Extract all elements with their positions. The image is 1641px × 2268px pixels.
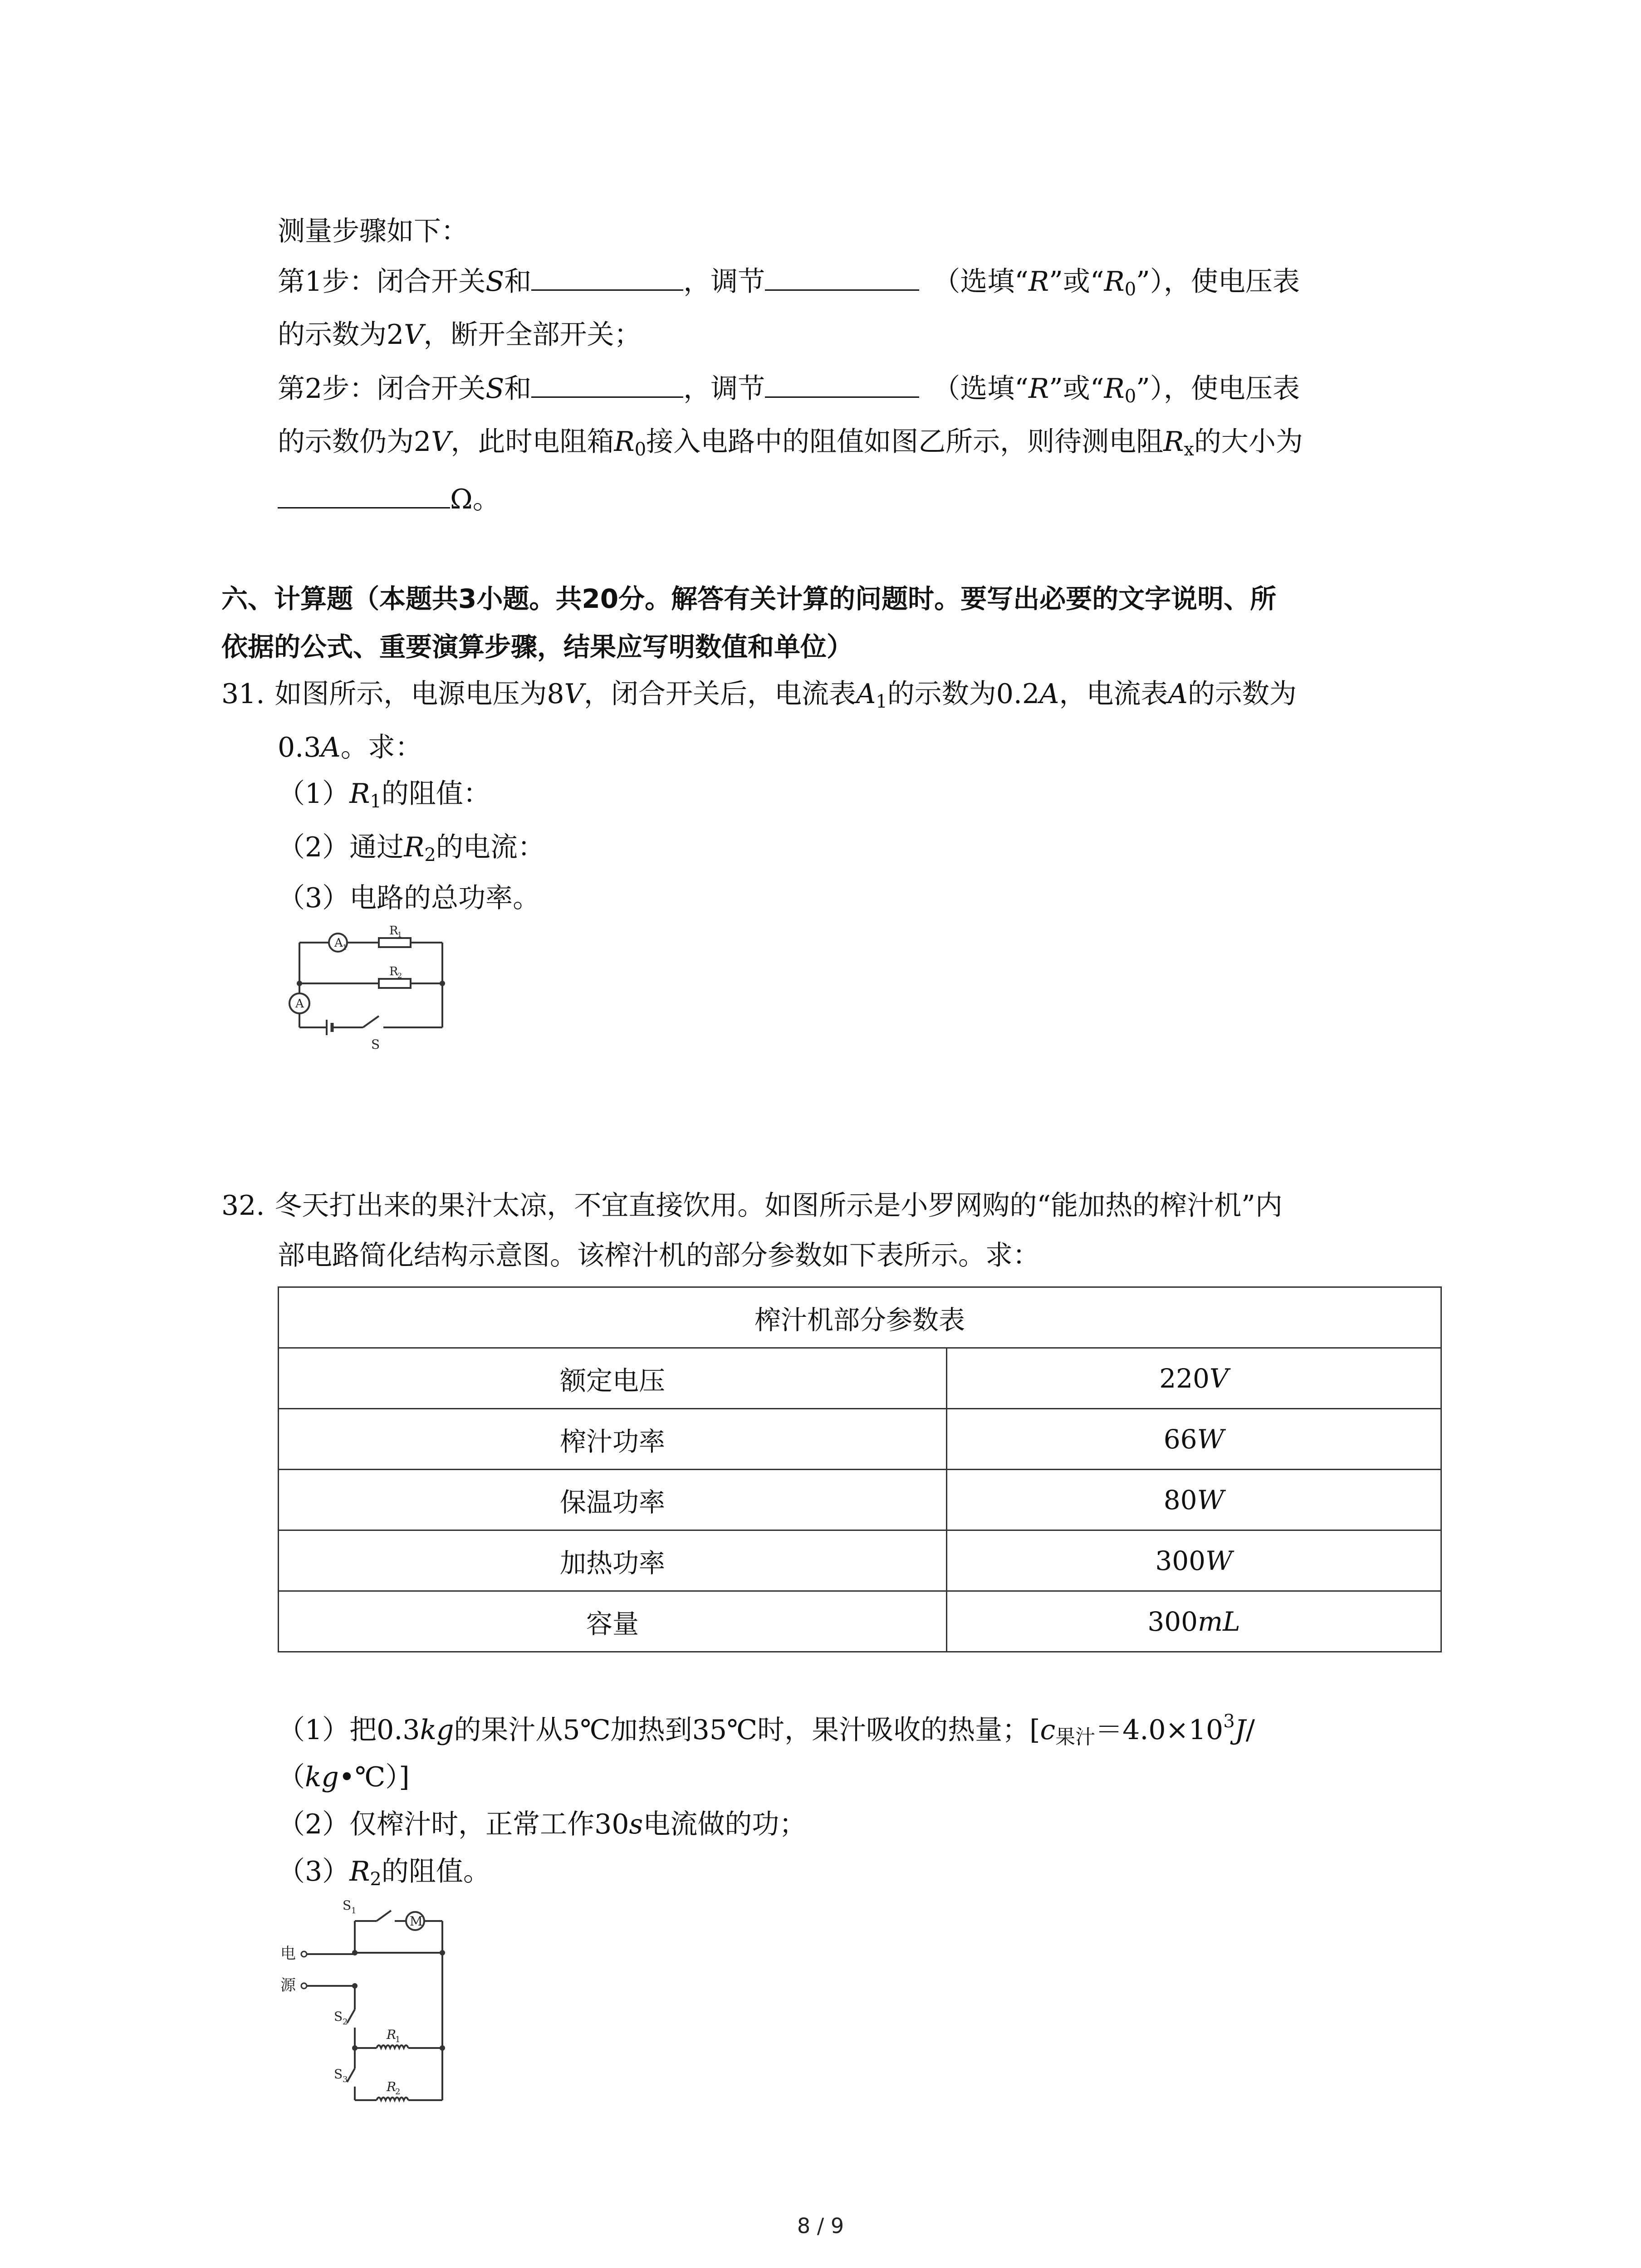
s3-label: S [334,2067,343,2082]
step1-text: ，调节 [683,266,765,298]
unit-v: V [431,426,451,458]
table-row [279,1470,1441,1530]
q31-text: 的电流： [436,831,545,863]
value-unit: W [1205,1545,1233,1576]
subscript: 2 [424,845,436,865]
superscript: 3 [1223,1711,1235,1732]
table-cell-value [947,1470,1441,1530]
q31-line2 [278,729,422,766]
value-number: 66 [1163,1423,1197,1455]
step2-text: ”），使电压表 [1136,373,1300,405]
page-number: 8 / 9 [797,2214,844,2238]
ammeter-a-label: A [295,997,304,1011]
q32-text: 的果汁从5℃加热到35℃时，果汁吸收的热量；[ [454,1714,1040,1746]
value-number: 220 [1159,1363,1210,1394]
value-unit: W [1197,1484,1225,1515]
step2-text: 第2步：闭合开关 [278,373,486,405]
parameter-table [278,1286,1442,1652]
part-label: （1）把0.3 [278,1714,420,1746]
q32-circuit-diagram [272,1892,463,2118]
table-cell-label: 容量 [279,1591,947,1652]
step2-line2 [278,424,1303,468]
answer-blank[interactable] [765,370,919,398]
answer-blank[interactable] [531,370,683,398]
step2-text: 和 [504,373,532,405]
q31-text: ，电流表 [1059,678,1168,710]
step2-text: （选填“ [933,373,1029,405]
q31-part1 [278,776,490,820]
unit-j: J [1234,1714,1246,1746]
subscript: x [1184,439,1194,460]
unit-v: V [404,319,424,351]
step2-text: 的示数仍为2 [278,426,431,458]
var-r: R [1028,266,1049,298]
table-row [279,1530,1441,1591]
step1-line2 [278,317,642,353]
subscript: 1 [343,943,348,952]
q32-part2 [278,1806,806,1843]
part-label: （1） [278,778,350,810]
step1-text: ”或“ [1049,266,1104,298]
var-rx: R [1163,426,1184,458]
steps-intro: 测量步骤如下： [278,215,468,247]
q32-part1-cont [278,1759,410,1795]
source-label: 源 [280,1976,296,1994]
q31-part3: （3）电路的总功率。 [278,882,540,914]
step1-line1 [278,263,1300,308]
step1-text: ”），使电压表 [1136,266,1300,298]
q32-text: ＝4.0×10 [1095,1714,1224,1746]
heating-coil-icon [377,2097,408,2100]
step1-text: 和 [504,266,532,298]
unit-s: s [629,1809,643,1840]
unit-a: A [1039,678,1059,710]
q32-part3 [278,1853,490,1897]
var-r0: R [1104,373,1125,405]
var-r: R [1028,373,1049,405]
part-label: （2）通过 [278,831,404,863]
answer-blank[interactable] [531,263,683,291]
step1-text: 的示数为2 [278,319,404,351]
value-number: 300 [1147,1606,1198,1637]
q31-line1 [221,676,1297,720]
table-cell-label: 榨汁功率 [279,1409,947,1470]
part-label: （3） [278,1856,350,1887]
q32-line2: 部电路简化结构示意图。该榨汁机的部分参数如下表所示。求： [278,1240,1040,1271]
step2-text: 接入电路中的阻值如图乙所示，则待测电阻 [646,426,1164,458]
value-unit: mL [1198,1606,1240,1637]
var-r0: R [1104,266,1125,298]
value-number: 300 [1155,1545,1206,1576]
q32-text: 电流做的功； [643,1809,807,1840]
value-unit: W [1197,1423,1225,1455]
subscript: 1 [370,791,382,812]
var-r2: R [404,831,425,863]
table-title: 榨汁机部分参数表 [279,1287,1441,1348]
section-title-cont: 依据的公式、重要演算步骤，结果应写明数值和单位） [221,631,853,662]
answer-blank[interactable] [765,263,919,291]
unit-a: A [321,732,341,763]
subscript: 2 [395,2087,401,2097]
unit-kg: kg [420,1714,454,1746]
table-row [279,1348,1441,1409]
answer-blank[interactable] [278,481,450,508]
step1-text: （选填“ [933,266,1029,298]
var-a: A [1168,678,1188,710]
step2-line1 [278,370,1300,415]
q31-text: 的示数为 [1187,678,1297,710]
table-cell-value [947,1409,1441,1470]
q32-text: （ [278,1761,305,1793]
var-c: c [1040,1714,1056,1746]
heating-coil-icon [377,2045,408,2048]
subscript: 2 [397,971,402,980]
step1-text: 第1步：闭合开关 [278,266,486,298]
part-label: （2）仅榨汁时，正常工作30 [278,1809,629,1840]
unit-kg: kg [305,1761,339,1793]
q31-circuit-diagram [272,921,463,1057]
subscript: 2 [343,2017,348,2027]
q31-text: 的阻值： [381,778,490,810]
subscript: 2 [370,1869,382,1890]
q32-part1 [278,1703,1255,1755]
table-row [279,1409,1441,1470]
step2-text: ，调节 [683,373,765,405]
table-cell-value [947,1530,1441,1591]
s2-label: S [334,2009,343,2024]
q31-text: 的示数为0.2 [887,678,1040,710]
r2-label: R [387,2079,397,2094]
table-row [279,1591,1441,1652]
question-number: 32. [221,1190,265,1222]
ammeter-a1-label: A [334,936,343,950]
subscript: 1 [397,930,402,939]
table-cell-label: 加热功率 [279,1530,947,1591]
q31-text: 如图所示，电源电压为8 [274,678,564,710]
value-unit: V [1209,1363,1229,1394]
r1-label: R [389,924,398,938]
question-number: 31. [221,678,265,710]
subscript: 0 [1124,386,1136,407]
subscript: 1 [351,1906,357,1916]
source-label: 电 [280,1945,296,1963]
subscript: 0 [1124,279,1136,300]
s1-label: S [343,1898,352,1913]
var-r2: R [349,1856,370,1887]
r2-label: R [389,965,398,978]
var-s: S [485,266,505,298]
q31-text: ，闭合开关后，电流表 [583,678,856,710]
step2-line3 [278,481,500,518]
q32-text: •℃）] [338,1761,410,1793]
switch-s-label: S [371,1037,380,1052]
step2-text: ，此时电阻箱 [451,426,614,458]
subscript: 果汁 [1055,1725,1096,1749]
var-r1: R [349,778,370,810]
ohm-unit: Ω。 [450,484,500,515]
motor-label: M [410,1914,423,1929]
step2-text: 的大小为 [1194,426,1303,458]
table-cell-value [947,1591,1441,1652]
table-cell-label: 保温功率 [279,1470,947,1530]
q31-text: 0.3 [278,732,321,763]
section-title: 六、计算题（本题共3小题。共20分。解答有关计算的问题时。要写出必要的文字说明、所 [221,583,1277,614]
table-cell-label: 额定电压 [279,1348,947,1409]
var-s: S [485,373,505,405]
subscript: 1 [395,2035,401,2044]
subscript: 0 [634,439,647,460]
q31-text: 。求： [340,732,422,763]
subscript: 3 [343,2075,348,2084]
subscript: 1 [876,691,887,712]
q32-text: / [1245,1714,1255,1746]
var-a1: A [856,678,876,710]
step1-text: ，断开全部开关； [423,319,642,351]
q32-text: 的阻值。 [381,1856,490,1887]
var-r0: R [614,426,635,458]
table-cell-value [947,1348,1441,1409]
unit-v: V [564,678,584,710]
q31-part2 [278,829,545,873]
table-row [279,1287,1441,1348]
r1-label: R [387,2027,397,2042]
q32-text: 冬天打出来的果汁太凉，不宜直接饮用。如图所示是小罗网购的“能加热的榨汁机”内 [274,1190,1283,1222]
value-number: 80 [1163,1484,1197,1515]
step2-text: ”或“ [1049,373,1104,405]
q32-line1 [221,1188,1283,1224]
